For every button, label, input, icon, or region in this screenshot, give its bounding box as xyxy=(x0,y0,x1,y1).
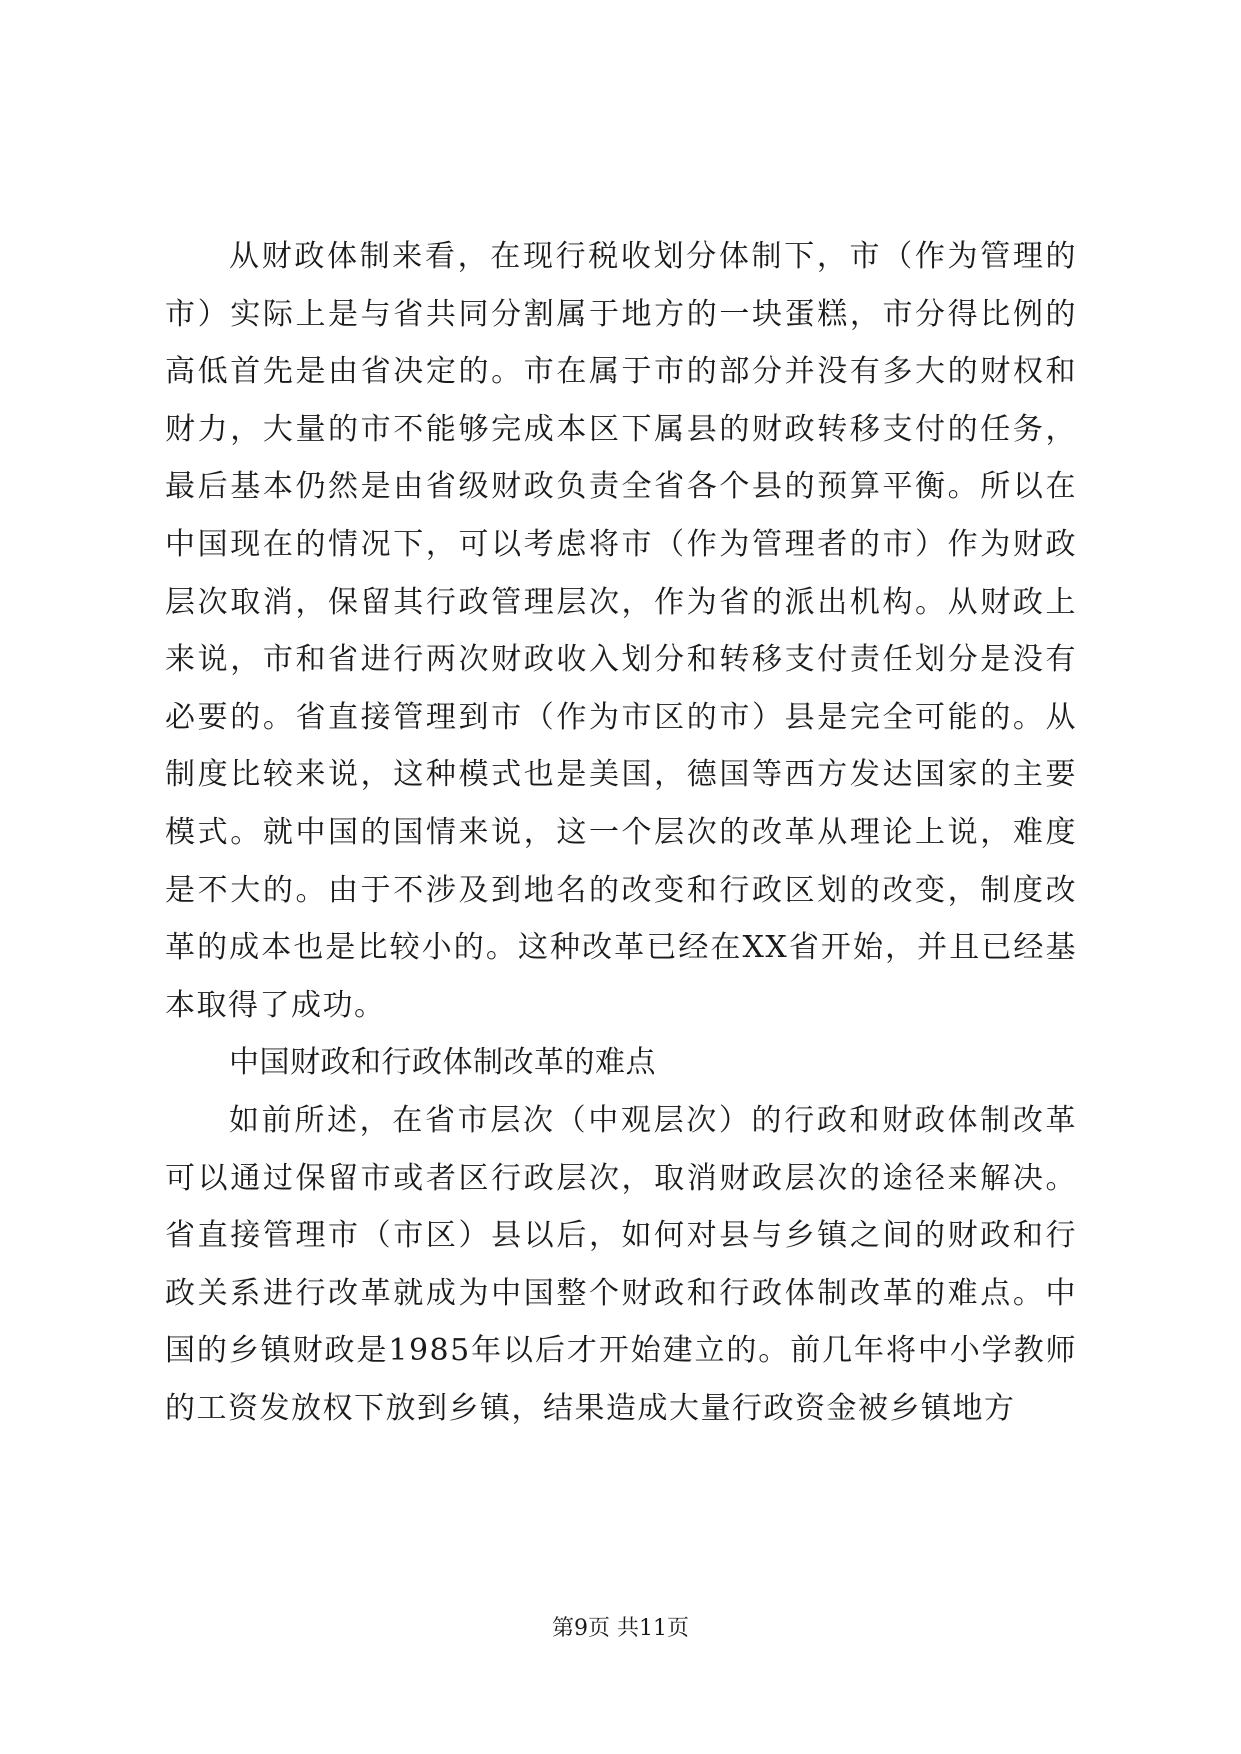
paragraph-reform-difficulty: 如前所述，在省市层次（中观层次）的行政和财政体制改革可以通过保留市或者区行政层次，取消财政层次的途径来解决。省直接管理市（市区）县以后，如何对县与乡镇之间的财政和行政关系进行改革就成为中国整个财政和行政体制改革的难点。中国的乡镇财政是1985年以后才开始建立的。前几年将中小学教师的工资发放权下放到乡镇，结果造成大量行政资金被乡镇地方 xyxy=(165,1102,1077,1426)
section-heading: 中国财政和行政体制改革的难点 xyxy=(229,1045,656,1081)
page-footer: 第9页 共11页 xyxy=(552,1616,689,1641)
document-body xyxy=(165,228,1077,1437)
paragraph-fiscal-system: 从财政体制来看，在现行税收划分体制下，市（作为管理的市）实际上是与省共同分割属于地方的一块蛋糕，市分得比例的高低首先是由省决定的。市在属于市的部分并没有多大的财权和财力，大量的市不能够完成本区下属县的财政转移支付的任务，最后基本仍然是由省级财政负责全省各个县的预算平衡。所以在中国现在的情况下，可以考虑将市（作为管理者的市）作为财政层次取消，保留其行政管理层次，作为省的派出机构。从财政上来说，市和省进行两次财政收入划分和转移支付责任划分是没有必要的。省直接管理到市（作为市区的市）县是完全可能的。从制度比较来说，这种模式也是美国，德国等西方发达国家的主要模式。就中国的国情来说，这一个层次的改革从理论上说，难度是不大的。由于不涉及到地名的改变和行政区划的改变，制度改革的成本也是比较小的。这种改革已经在XX省开始，并且已经基本取得了成功。 xyxy=(165,239,1077,1023)
